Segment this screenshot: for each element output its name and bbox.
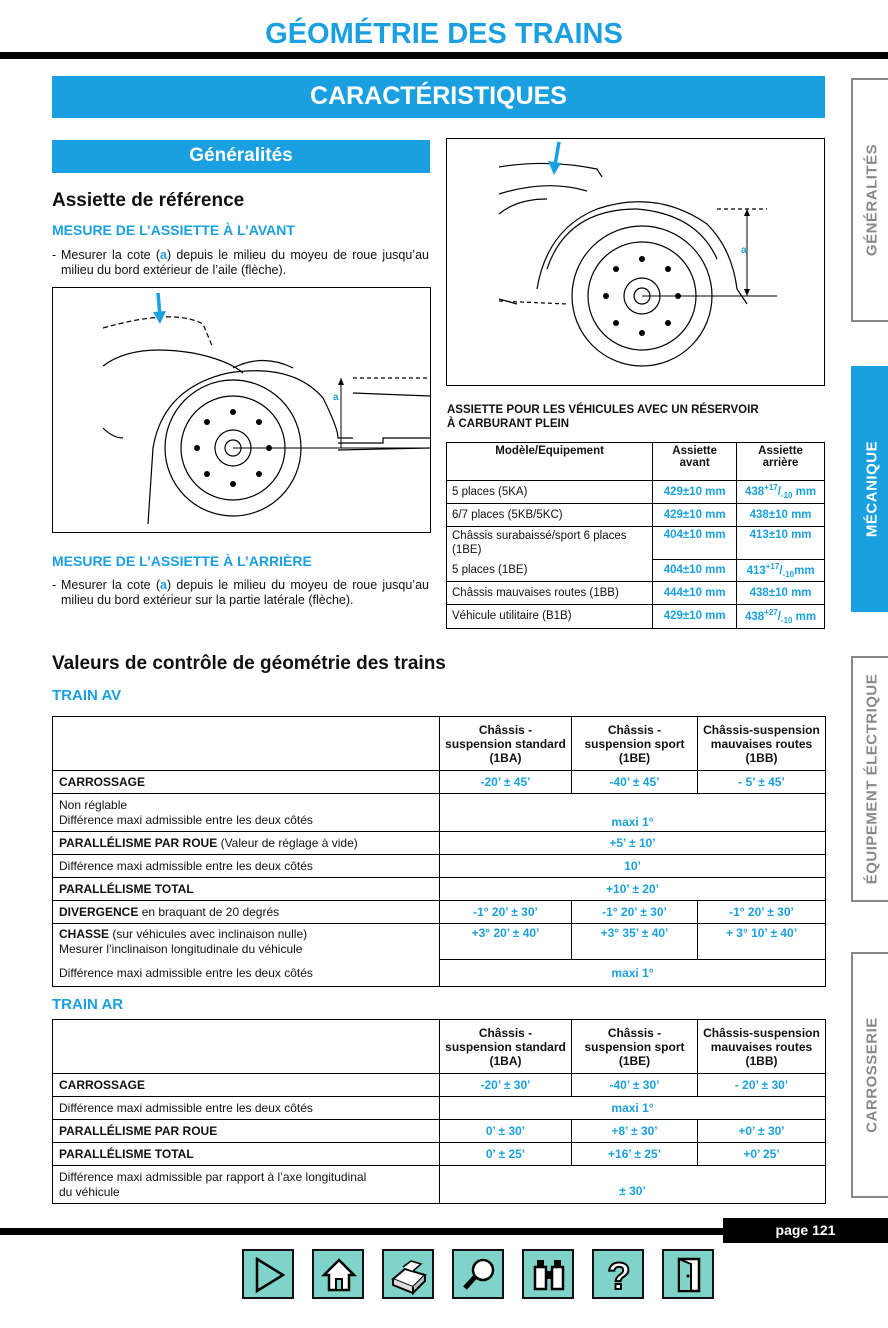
page-number: page 121 [723, 1218, 888, 1243]
tab-equipement-label: ÉQUIPEMENT ÉLECTRIQUE [863, 673, 880, 885]
train-ar-table [52, 1019, 826, 1204]
svg-text:a: a [333, 392, 339, 403]
table-row: PARALLÉLISME PAR ROUE 0’ ± 30’ +8’ ± 30’ +0’ ± 30’ [53, 1120, 826, 1143]
geometry-title: Valeurs de contrôle de géométrie des trains [52, 653, 446, 674]
tab-equipement-electrique[interactable] [851, 656, 888, 902]
rear-measure-text: - Mesurer la cote (a) depuis le milieu du moyeu de roue jusqu’au milieu du bord extérieur sur la partie latérale (flèche). [52, 578, 429, 607]
fuel-table-title: ASSIETTE POUR LES VÉHICULES AVEC UN RÉSERVOIR À CARBURANT PLEIN [447, 404, 759, 430]
col-header-sport: Châssis - suspension sport (1BE) [572, 717, 698, 771]
print-button[interactable] [382, 1249, 434, 1299]
table-row: Châssis surabaissé/sport 6 places (1BE) 404±10 mm 413±10 mm [447, 527, 825, 560]
next-arrow-icon [249, 1255, 289, 1295]
train-av-heading: TRAIN AV [52, 687, 122, 704]
rear-wheel-figure [446, 138, 825, 386]
col-header-bad-roads: Châssis-suspension mauvaises routes (1BB) [698, 717, 826, 771]
table-row: Véhicule utilitaire (B1B) 429±10 mm $438^{+27}/_{-10}$ mm [447, 604, 825, 628]
svg-text:a: a [741, 245, 747, 256]
table-row: PARALLÉLISME TOTAL +10’ ± 20’ [53, 878, 826, 901]
tab-carrosserie[interactable] [851, 952, 888, 1198]
train-ar-heading: TRAIN AR [52, 996, 124, 1013]
search-button[interactable] [452, 1249, 504, 1299]
table-row: CARROSSAGE -20’ ± 30’ -40’ ± 30’ - 20’ ± 30’ [53, 1074, 826, 1097]
help-button[interactable] [592, 1249, 644, 1299]
table-row: PARALLÉLISME PAR ROUE (Valeur de réglage à vide) +5’ ± 10’ [53, 832, 826, 855]
help-icon [599, 1255, 639, 1295]
table-row: Différence maxi admissible entre les deux côtés 10’ [53, 855, 826, 878]
table-row: 5 places (5KA) 429±10 mm $438^{+17}/_{-10}$ mm [447, 481, 825, 504]
table-row: 5 places (1BE) 404±10 mm $413^{+17}/_{-10}mm$ [447, 559, 825, 581]
table-row: Non réglable Différence maxi admissible entre les deux côtés maxi 1° [53, 794, 826, 832]
table-row: Châssis mauvaises routes (1BB) 444±10 mm 438±10 mm [447, 581, 825, 604]
tab-generalites[interactable] [851, 78, 888, 322]
search-icon [459, 1255, 499, 1295]
table-row: 6/7 places (5KB/5KC) 429±10 mm 438±10 mm [447, 504, 825, 527]
fuel-header-front: Assiette avant [653, 443, 737, 481]
fuel-header-model: Modèle/Equipement [447, 443, 653, 481]
front-wheel-figure [52, 287, 431, 533]
assiette-title: Assiette de référence [52, 190, 245, 211]
col-header-sport: Châssis - suspension sport (1BE) [572, 1020, 698, 1074]
front-measure-text: - Mesurer la cote (a) depuis le milieu du moyeu de roue jusqu’au milieu du bord extérieur de l’aile (flèche). [52, 248, 429, 277]
exit-button[interactable] [662, 1249, 714, 1299]
fuel-table [446, 442, 825, 629]
binoculars-button[interactable] [522, 1249, 574, 1299]
next-page-button[interactable] [242, 1249, 294, 1299]
table-row: CHASSE (sur véhicules avec inclinaison nulle) Mesurer l’inclinaison longitudinale du véhicule +3° 20’ ± 40’ +3° 35’ ± 40’ + 3° 10’ ± 40’ [53, 924, 826, 960]
table-row: PARALLÉLISME TOTAL 0’ ± 25’ +16’ ± 25’ +0’ 25’ [53, 1143, 826, 1166]
home-icon [319, 1255, 359, 1295]
tab-mecanique[interactable] [851, 366, 888, 612]
tab-mecanique-label: MÉCANIQUE [863, 440, 880, 538]
top-rule [0, 52, 888, 59]
svg-text:?: ? [607, 1256, 631, 1295]
col-header-standard: Châssis - suspension standard (1BA) [440, 1020, 572, 1074]
table-row: Différence maxi admissible entre les deux côtés maxi 1° [53, 1097, 826, 1120]
exit-door-icon [669, 1255, 709, 1295]
train-av-table [52, 716, 826, 987]
section-band: CARACTÉRISTIQUES [52, 76, 825, 118]
page-title: GÉOMÉTRIE DES TRAINS [265, 18, 623, 50]
home-button[interactable] [312, 1249, 364, 1299]
table-row: DIVERGENCE en braquant de 20 degrés -1° 20’ ± 30’ -1° 20’ ± 30’ -1° 20’ ± 30’ [53, 901, 826, 924]
front-measure-heading: MESURE DE L’ASSIETTE À L’AVANT [52, 222, 295, 238]
tab-carrosserie-label: CARROSSERIE [863, 1017, 880, 1133]
binoculars-icon [529, 1255, 569, 1295]
table-row: CARROSSAGE -20’ ± 45’ -40’ ± 45’ - 5’ ± 45’ [53, 771, 826, 794]
fuel-header-rear: Assiette arrière [737, 443, 825, 481]
printer-icon [389, 1255, 429, 1295]
rear-measure-heading: MESURE DE L’ASSIETTE À L’ARRIÈRE [52, 553, 312, 569]
col-header-standard: Châssis - suspension standard (1BA) [440, 717, 572, 771]
generalites-band: Généralités [52, 140, 430, 173]
table-row: Différence maxi admissible par rapport à l’axe longitudinal du véhicule ± 30’ [53, 1166, 826, 1204]
tab-generalites-label: GÉNÉRALITÉS [863, 143, 880, 257]
table-row: Différence maxi admissible entre les deux côtés maxi 1° [53, 960, 826, 987]
col-header-bad-roads: Châssis-suspension mauvaises routes (1BB) [698, 1020, 826, 1074]
